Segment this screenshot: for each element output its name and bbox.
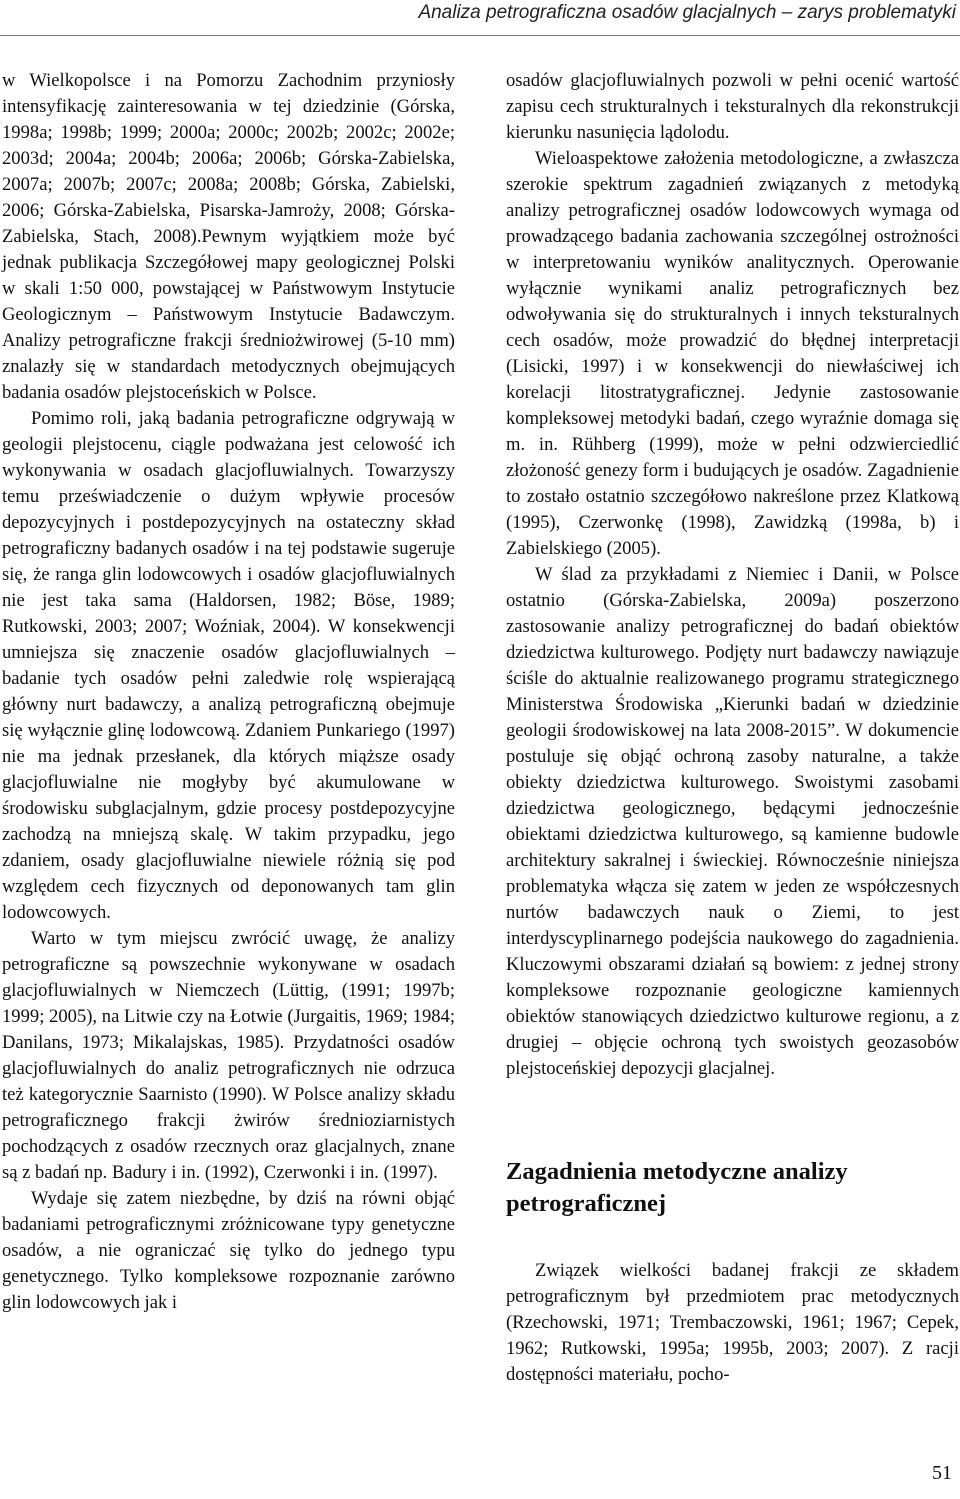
- header-rule: [0, 35, 960, 36]
- body-paragraph: w Wielkopolsce i na Pomorzu Zachodnim przyniosły intensyfikację zainteresowania w tej dziedzinie (Górska, 1998a; 1998b; 1999; 2000a; 2000c; 2002b; 2002c; 2002e; 2003d; 2004a; 2004b; 2006a; 2006b; Górska-Zabielska, 2007a; 2007b; 2007c; 2008a; 2008b; Górska, Zabielski, 2006; Górska-Zabielska, Pisarska-Jamroży, 2008; Górska-Zabielska, Stach, 2008).Pewnym wyjątkiem może być jednak publikacja Szczegółowej mapy geologicznej Polski w skali 1:50 000, powstającej w Państwowym Instytucie Geologicznym – Państwowym Instytucie Badawczym. Analizy petrograficzne frakcji średniożwirowej (5-10 mm) znalazły się w standardach metodycznych obejmujących badania osadów plejstoceńskich w Polsce.: [2, 70, 455, 403]
- body-paragraph: Wydaje się zatem niezbędne, by dziś na równi objąć badaniami petrograficznymi zróżnicowane typy genetyczne osadów, a nie ograniczać się tylko do jednego typu genetycznego. Tylko kompleksowe rozpoznanie zarówno glin lodowcowych jak i: [2, 1188, 455, 1313]
- body-paragraph: Wieloaspektowe założenia metodologiczne, a zwłaszcza szerokie spektrum zagadnień związanych z metodyką analizy petrograficznej osadów lodowcowych wymaga od prowadzącego badania zachowania szczególnej ostrożności w interpretowaniu wyników analitycznych. Operowanie wyłącznie wynikami analiz petrograficznych bez odwoływania się do strukturalnych i innych teksturalnych cech osadów, może prowadzić do błędnej interpretacji (Lisicki, 1997) i w konsekwencji do niewłaściwej ich korelacji litostratygraficznej. Jedynie zastosowanie kompleksowej metodyki badań, czego wyraźnie domaga się m. in. Rühberg (1999), może w pełni odzwierciedlić złożoność genezy form i budujących je osadów. Zagadnienie to zostało ostatnio szczegółowo nakreślone przez Klatkową (1995), Czerwonkę (1998), Zawidzką (1998a, b) i Zabielskiego (2005).: [506, 148, 959, 559]
- section-heading: Zagadnienia metodyczne analizy petrograficznej: [506, 1158, 848, 1217]
- body-paragraph: W ślad za przykładami z Niemiec i Danii, w Polsce ostatnio (Górska-Zabielska, 2009a) poszerzono zastosowanie analizy petrograficznej do badań obiektów dziedzictwa kulturowego. Podjęty nurt badawczy nawiązuje ściśle do aktualnie realizowanego programu strategicznego Ministerstwa Środowiska „Kierunki badań w dziedzinie geologii środowiskowej na lata 2008-2015”. W dokumencie postuluje się objąć ochroną zasoby naturalne, a także obiekty dziedzictwa kulturowego. Swoistymi zasobami dziedzictwa geologicznego, będącymi jednocześnie obiektami dziedzictwa kulturowego, są kamienne budowle architektury sakralnej i świeckiej. Równocześnie niniejsza problematyka włącza się zatem w jeden ze współczesnych nurtów badawczych nauk o Ziemi, to jest interdyscyplinarnego podejścia naukowego do zagadnienia. Kluczowymi obszarami działań są bowiem: z jednej strony kompleksowe rozpoznanie geologiczne kamiennych obiektów stanowiących dziedzictwo kulturowe regionu, a z drugiej – objęcie ochroną tych swoistych geozasobów plejstoceńskiej depozycji glacjalnej.: [506, 564, 959, 1079]
- left-column: [2, 68, 455, 1316]
- running-header: Analiza petrograficzna osadów glacjalnych – zarys problematyki: [418, 2, 956, 23]
- body-paragraph: Związek wielkości badanej frakcji ze składem petrograficznym był przedmiotem prac metodycznych (Rzechowski, 1971; Trembaczowski, 1961; 1967; Cepek, 1962; Rutkowski, 1995a; 1995b, 2003; 2007). Z racji dostępności materiału, pocho-: [506, 1260, 959, 1385]
- body-paragraph: Warto w tym miejscu zwrócić uwagę, że analizy petrograficzne są powszechnie wykonywane w osadach glacjofluwialnych w Niemczech (Lüttig, (1991; 1997b; 1999; 2005), na Litwie czy na Łotwie (Jurgaitis, 1969; 1984; Danilans, 1973; Mikalajskas, 1985). Przydatności osadów glacjofluwialnych do analiz petrograficznych nie odrzuca też kategorycznie Saarnisto (1990). W Polsce analizy składu petrograficznego frakcji żwirów średnioziarnistych pochodzących z osadów rzecznych oraz glacjalnych, znane są z badań np. Badury i in. (1992), Czerwonki i in. (1997).: [2, 928, 455, 1183]
- page-number: 51: [932, 1462, 952, 1484]
- right-column: [506, 68, 959, 1388]
- body-paragraph: osadów glacjofluwialnych pozwoli w pełni ocenić wartość zapisu cech strukturalnych i teksturalnych dla rekonstrukcji kierunku nasunięcia lądolodu.: [506, 70, 959, 143]
- body-paragraph: Pomimo roli, jaką badania petrograficzne odgrywają w geologii plejstocenu, ciągle podważana jest celowość ich wykonywania w osadach glacjofluwialnych. Towarzyszy temu przeświadczenie o dużym wpływie procesów depozycyjnych i postdepozycyjnych na ostateczny skład petrograficzny badanych osadów i na tej podstawie sugeruje się, że ranga glin lodowcowych i osadów glacjofluwialnych nie jest taka sama (Haldorsen, 1982; Böse, 1989; Rutkowski, 2003; 2007; Woźniak, 2004). W konsekwencji umniejsza się znaczenie osadów glacjofluwialnych – badanie tych osadów pełni zaledwie rolę wspierającą główny nurt badawczy, a analizą petrograficzną obejmuje się wyłącznie glinę lodowcową. Zdaniem Punkariego (1997) nie ma jednak przesłanek, dla których miąższe osady glacjofluwialne nie mogłyby być akumulowane w środowisku subglacjalnym, gdzie procesy postdepozycyjne zachodzą na mniejszą skalę. W takim przypadku, jego zdaniem, osady glacjofluwialne niewiele różnią się pod względem cech fizycznych od deponowanych tam glin lodowcowych.: [2, 408, 455, 923]
